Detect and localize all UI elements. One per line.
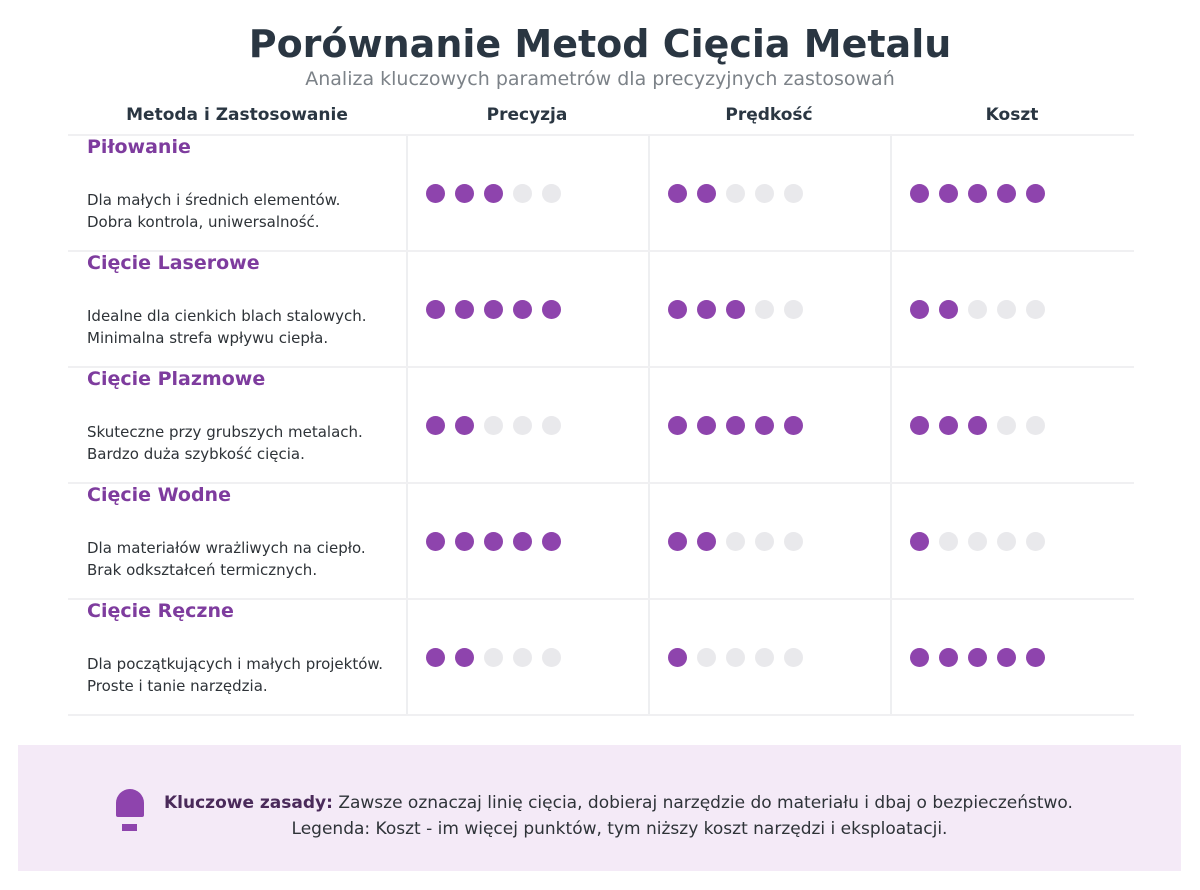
empty-dot-icon [697, 648, 716, 667]
page-title: Porównanie Metod Cięcia Metalu [248, 22, 952, 66]
precision-rating-dots [426, 532, 561, 551]
filled-dot-icon [484, 300, 503, 319]
method-cell [68, 600, 406, 714]
precision-rating-dots [426, 648, 561, 667]
method-cell [68, 368, 406, 482]
speed-rating-dots [668, 532, 803, 551]
filled-dot-icon [910, 648, 929, 667]
column-header-speed: Prędkość [725, 105, 813, 125]
key-principles-text: Kluczowe zasady: Zawsze oznaczaj linię cięcia, dobieraj narzędzie do materiału i dbaj o bezpieczeństwo. [164, 793, 1073, 813]
filled-dot-icon [697, 184, 716, 203]
table-row [68, 252, 1134, 368]
empty-dot-icon [784, 300, 803, 319]
speed-rating-dots [668, 648, 803, 667]
filled-dot-icon [968, 648, 987, 667]
filled-dot-icon [697, 300, 716, 319]
method-cell [68, 136, 406, 250]
table-row [68, 368, 1134, 484]
filled-dot-icon [939, 300, 958, 319]
empty-dot-icon [784, 648, 803, 667]
empty-dot-icon [1026, 300, 1045, 319]
filled-dot-icon [910, 532, 929, 551]
cost-rating-cell [890, 136, 1134, 250]
method-name: Cięcie Laserowe [87, 252, 260, 274]
cost-rating-dots [910, 648, 1045, 667]
column-header-precision: Precyzja [486, 105, 568, 125]
method-cell [68, 484, 406, 598]
filled-dot-icon [542, 300, 561, 319]
precision-rating-dots [426, 184, 561, 203]
filled-dot-icon [455, 648, 474, 667]
filled-dot-icon [910, 300, 929, 319]
cost-rating-cell [890, 600, 1134, 714]
precision-rating-cell [406, 136, 648, 250]
empty-dot-icon [755, 300, 774, 319]
precision-rating-dots [426, 300, 561, 319]
filled-dot-icon [426, 416, 445, 435]
empty-dot-icon [484, 648, 503, 667]
method-description: Dla początkujących i małych projektów. Proste i tanie narzędzia. [87, 655, 384, 695]
filled-dot-icon [455, 184, 474, 203]
speed-rating-cell [648, 368, 890, 482]
filled-dot-icon [455, 416, 474, 435]
speed-rating-dots [668, 300, 803, 319]
method-name: Cięcie Ręczne [87, 600, 234, 622]
table-header [68, 100, 1134, 136]
empty-dot-icon [1026, 416, 1045, 435]
empty-dot-icon [726, 648, 745, 667]
filled-dot-icon [968, 184, 987, 203]
empty-dot-icon [513, 648, 532, 667]
filled-dot-icon [426, 648, 445, 667]
column-header-method: Metoda i Zastosowanie [126, 105, 348, 125]
precision-rating-cell [406, 368, 648, 482]
table-row [68, 136, 1134, 252]
filled-dot-icon [755, 416, 774, 435]
precision-rating-cell [406, 600, 648, 714]
empty-dot-icon [939, 532, 958, 551]
filled-dot-icon [910, 184, 929, 203]
method-cell [68, 252, 406, 366]
method-description: Dla małych i średnich elementów. Dobra kontrola, uniwersalność. [87, 191, 341, 231]
empty-dot-icon [784, 532, 803, 551]
filled-dot-icon [668, 532, 687, 551]
empty-dot-icon [484, 416, 503, 435]
filled-dot-icon [910, 416, 929, 435]
filled-dot-icon [697, 416, 716, 435]
filled-dot-icon [542, 532, 561, 551]
filled-dot-icon [426, 184, 445, 203]
method-name: Cięcie Wodne [87, 484, 231, 506]
filled-dot-icon [668, 300, 687, 319]
cost-rating-dots [910, 532, 1045, 551]
filled-dot-icon [968, 416, 987, 435]
key-principles-box [18, 745, 1181, 871]
filled-dot-icon [513, 300, 532, 319]
filled-dot-icon [513, 532, 532, 551]
table-row [68, 600, 1134, 716]
filled-dot-icon [1026, 648, 1045, 667]
empty-dot-icon [968, 300, 987, 319]
filled-dot-icon [484, 532, 503, 551]
filled-dot-icon [726, 300, 745, 319]
precision-rating-cell [406, 484, 648, 598]
empty-dot-icon [542, 648, 561, 667]
cost-rating-cell [890, 252, 1134, 366]
key-principles-label: Kluczowe zasady: [164, 793, 333, 813]
method-name: Cięcie Plazmowe [87, 368, 266, 390]
speed-rating-dots [668, 184, 803, 203]
table-body [68, 136, 1134, 716]
filled-dot-icon [1026, 184, 1045, 203]
table-row [68, 484, 1134, 600]
empty-dot-icon [726, 184, 745, 203]
cost-rating-dots [910, 300, 1045, 319]
filled-dot-icon [939, 648, 958, 667]
method-description: Idealne dla cienkich blach stalowych. Minimalna strefa wpływu ciepła. [87, 307, 367, 347]
filled-dot-icon [784, 416, 803, 435]
empty-dot-icon [755, 532, 774, 551]
empty-dot-icon [513, 184, 532, 203]
filled-dot-icon [426, 532, 445, 551]
filled-dot-icon [426, 300, 445, 319]
method-description: Dla materiałów wrażliwych na ciepło. Brak odkształceń termicznych. [87, 539, 366, 579]
speed-rating-cell [648, 136, 890, 250]
column-header-cost: Koszt [985, 105, 1039, 125]
precision-rating-cell [406, 252, 648, 366]
method-name: Piłowanie [87, 136, 191, 158]
filled-dot-icon [939, 184, 958, 203]
empty-dot-icon [542, 416, 561, 435]
precision-rating-dots [426, 416, 561, 435]
method-description: Skuteczne przy grubszych metalach. Bardzo duża szybkość cięcia. [87, 423, 363, 463]
empty-dot-icon [997, 416, 1016, 435]
filled-dot-icon [997, 648, 1016, 667]
empty-dot-icon [513, 416, 532, 435]
filled-dot-icon [939, 416, 958, 435]
empty-dot-icon [542, 184, 561, 203]
empty-dot-icon [997, 300, 1016, 319]
page-subtitle: Analiza kluczowych parametrów dla precyzyjnych zastosowań [305, 68, 895, 90]
filled-dot-icon [697, 532, 716, 551]
empty-dot-icon [755, 184, 774, 203]
filled-dot-icon [726, 416, 745, 435]
speed-rating-dots [668, 416, 803, 435]
cost-rating-cell [890, 484, 1134, 598]
empty-dot-icon [968, 532, 987, 551]
empty-dot-icon [755, 648, 774, 667]
filled-dot-icon [668, 416, 687, 435]
filled-dot-icon [668, 648, 687, 667]
filled-dot-icon [997, 184, 1016, 203]
empty-dot-icon [784, 184, 803, 203]
cost-rating-cell [890, 368, 1134, 482]
comparison-table [68, 100, 1134, 716]
empty-dot-icon [1026, 532, 1045, 551]
legend-text: Legenda: Koszt - im więcej punktów, tym niższy koszt narzędzi i eksploatacji. [291, 819, 948, 839]
empty-dot-icon [726, 532, 745, 551]
filled-dot-icon [455, 300, 474, 319]
empty-dot-icon [997, 532, 1016, 551]
speed-rating-cell [648, 600, 890, 714]
speed-rating-cell [648, 252, 890, 366]
filled-dot-icon [484, 184, 503, 203]
cost-rating-dots [910, 416, 1045, 435]
filled-dot-icon [668, 184, 687, 203]
filled-dot-icon [455, 532, 474, 551]
speed-rating-cell [648, 484, 890, 598]
cost-rating-dots [910, 184, 1045, 203]
